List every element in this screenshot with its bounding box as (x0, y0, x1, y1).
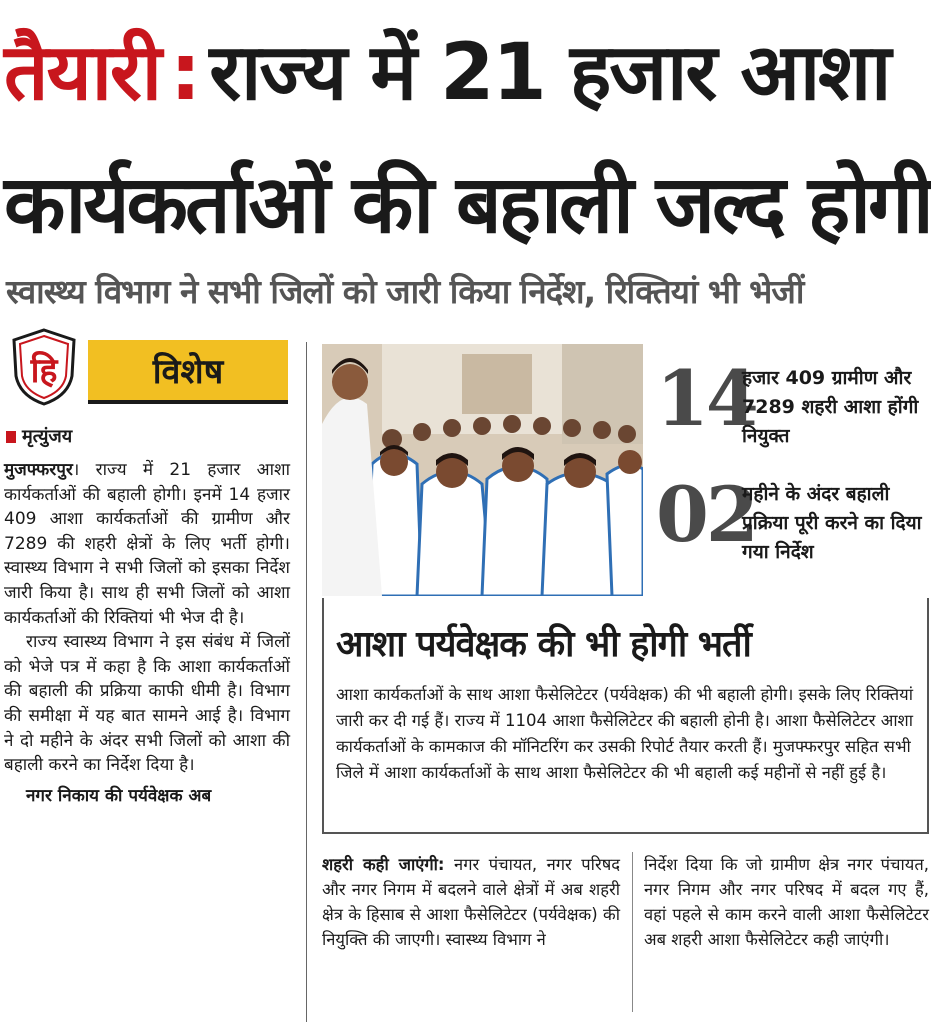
headline-text-line1: राज्य में 21 हजार आशा (209, 28, 890, 118)
photo-asha-workers (322, 344, 643, 596)
byline-name: मृत्युंजय (22, 426, 73, 447)
left-para-2: राज्य स्वास्थ्य विभाग ने इस संबंध में जिलों को भेजे पत्र में कहा है कि आशा कार्यकर्ताओं की बहाली की प्रक्रिया काफी धीमी है। विभाग की समीक्षा में यह बात सामने आई है। विभाग ने दो महीने के अंदर सभी जिलों को आशा की बहाली करने का निर्देश दिया है। (4, 632, 290, 776)
stat-text-2: महीने के अंदर बहाली प्रक्रिया पूरी करने का दिया गया निर्देश (742, 483, 922, 563)
headline-kicker: तैयारी (4, 28, 161, 118)
stat-number-2: 02 (656, 470, 756, 559)
stat-number-1: 14 (656, 354, 756, 443)
left-para-1 (4, 458, 290, 630)
left-column-subhead: नगर निकाय की पर्यवेक्षक अब (26, 785, 212, 806)
newspaper-logo-icon (10, 328, 78, 406)
logo-letter: हि (30, 351, 58, 391)
section-label: विशेष (152, 352, 224, 392)
left-column (4, 458, 290, 808)
section-label-underline (88, 400, 288, 404)
mid-column-lead: शहरी कही जाएंगी: (322, 855, 445, 874)
right-column (644, 852, 929, 952)
headline-line2: कार्यकर्ताओं की बहाली जल्द होगी (4, 158, 931, 251)
byline (6, 424, 72, 448)
dateline: मुजफ्फरपुर (4, 460, 73, 480)
stat-text-1: हजार 409 ग्रामीण और 7289 शहरी आशा होंगी नियुक्त (742, 367, 919, 447)
right-column-text: निर्देश दिया कि जो ग्रामीण क्षेत्र नगर पंचायत, नगर निगम और नगर परिषद में बदल गए हैं, वहां पहले से काम करने वाली आशा फैसेलिटेटर अब शहरी आशा फैसेलिटेटर कही जाएंगी। (644, 855, 929, 949)
section-label-box (88, 340, 288, 400)
subheadline: स्वास्थ्य विभाग ने सभी जिलों को जारी किया निर्देश, रिक्तियां भी भेजीं (6, 272, 804, 311)
headline-colon: : (170, 28, 200, 118)
mid-column-text: नगर पंचायत, नगर परिषद और नगर निगम में बदलने वाले क्षेत्रों में अब शहरी क्षेत्र के हिसाब से आशा फैसेलिटेटर (पर्यवेक्षक) की नियुक्ति की जाएगी। स्वास्थ्य विभाग ने (322, 855, 620, 949)
box-body (336, 682, 926, 786)
box-body-text: आशा कार्यकर्ताओं के साथ आशा फैसेलिटेटर (पर्यवेक्षक) की भी बहाली होगी। इसके लिए रिक्तियां जारी कर दी गई हैं। राज्य में 1104 आशा फैसेलिटेटर की बहाली होनी है। आशा फैसेलिटेटर आशा कार्यकर्ताओं के कामकाज की मॉनिटरिंग कर उसकी रिपोर्ट तैयार करती हैं। मुजफ्फरपुर सहित सभी जिले में आशा कार्यकर्ताओं के साथ आशा फैसेलिटेटर की भी बहाली कई महीनों से नहीं हुई है। (336, 685, 914, 782)
column-divider (306, 342, 307, 1022)
byline-marker (6, 431, 16, 443)
headline-line1 (4, 18, 929, 128)
box-heading: आशा पर्यवेक्षक की भी होगी भर्ती (336, 624, 751, 665)
mid-column (322, 852, 620, 952)
column-divider-2 (632, 852, 633, 1012)
left-para-1-text: । राज्य में 21 हजार आशा कार्यकर्ताओं की बहाली होगी। इनमें 14 हजार 409 आशा कार्यकर्ताओं की ग्रामीण और 7289 की शहरी क्षेत्रों के लिए भर्ती होगी। स्वास्थ्य विभाग ने सभी जिलों को इसका निर्देश जारी किया है। साथ ही सभी जिलों को आशा कार्यकर्ताओं की रिक्तियां भी भेज दी है। (4, 460, 290, 628)
